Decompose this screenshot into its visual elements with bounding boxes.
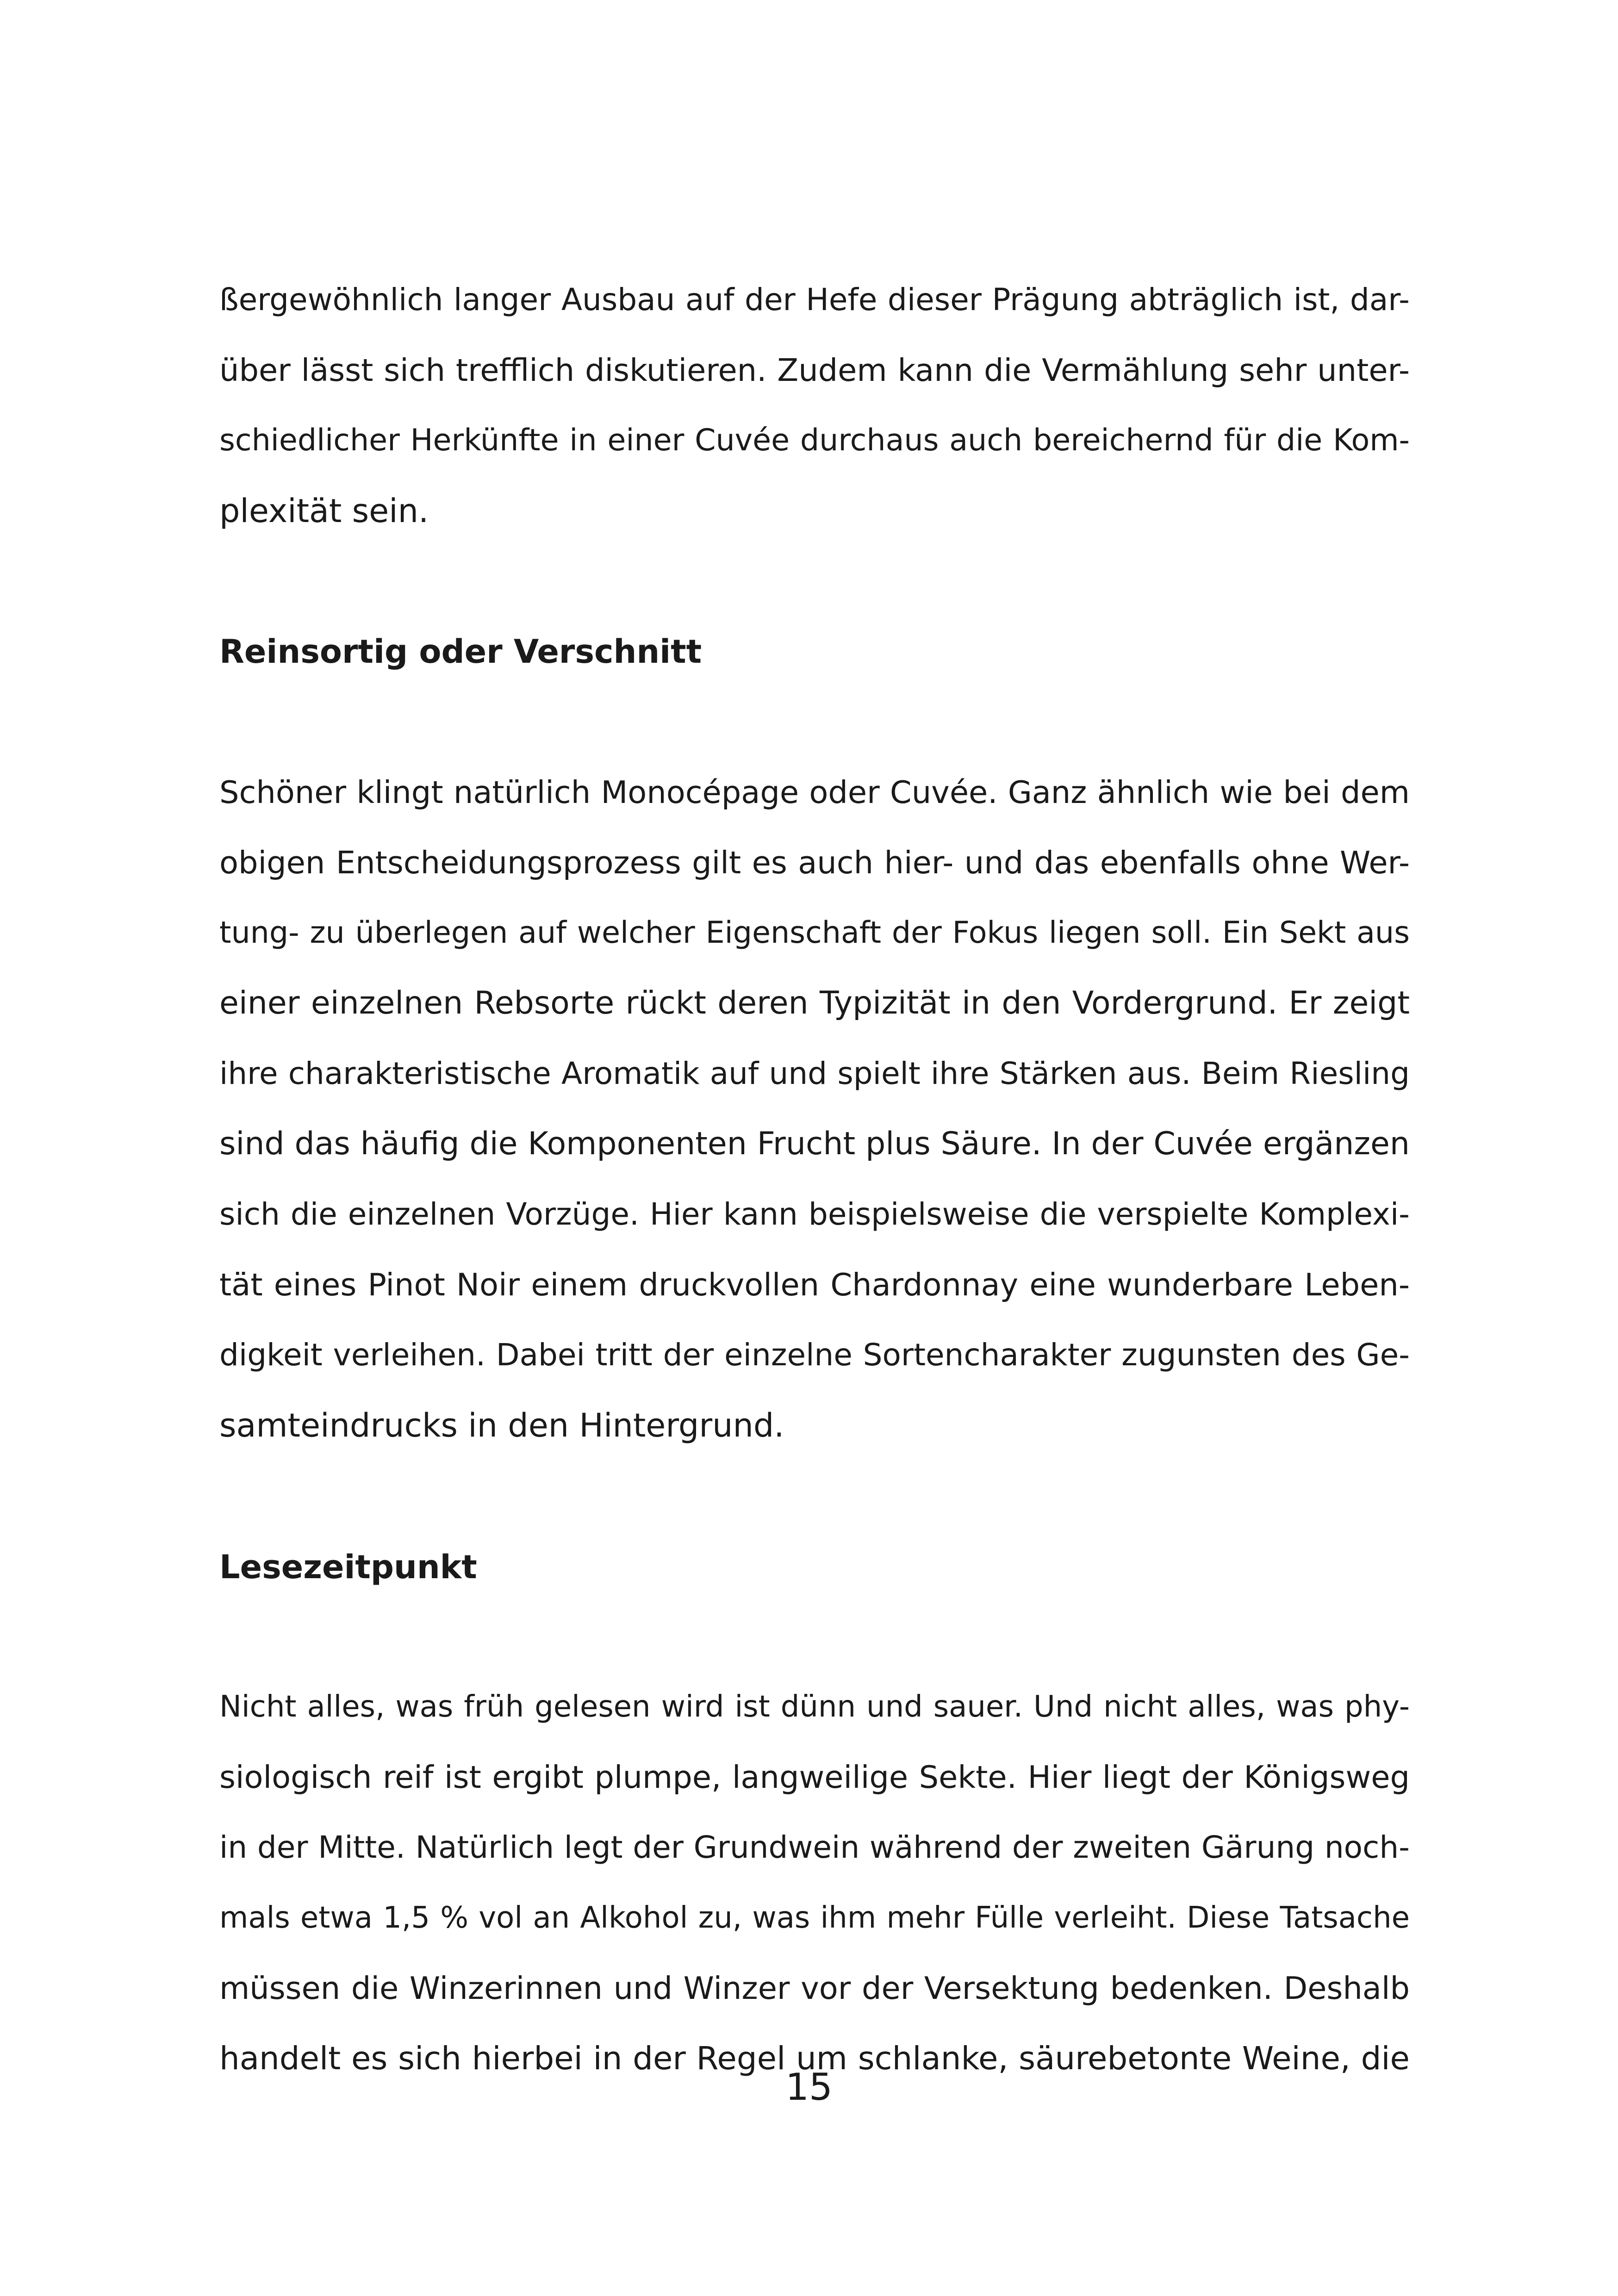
section-heading: Reinsortig oder Verschnitt bbox=[219, 633, 702, 671]
text-line: sich die einzelnen Vorzüge. Hier kann beispielsweise die verspielte Komplexi- bbox=[219, 1196, 1410, 1232]
paragraph bbox=[219, 265, 1410, 546]
paragraph bbox=[219, 757, 1410, 1461]
text-line: müssen die Winzerinnen und Winzer vor der Versektung bedenken. Deshalb bbox=[219, 1970, 1410, 2006]
paragraph-spacer bbox=[219, 687, 1410, 757]
text-line: handelt es sich hierbei in der Regel um schlanke, säurebetonte Weine, die bbox=[219, 2040, 1410, 2077]
text-column bbox=[219, 265, 1410, 2094]
paragraph bbox=[219, 1672, 1410, 2094]
text-line: tung- zu überlegen auf welcher Eigenschaft der Fokus liegen soll. Ein Sekt aus bbox=[219, 915, 1410, 950]
text-line: samteindrucks in den Hintergrund. bbox=[219, 1406, 784, 1444]
text-line: in der Mitte. Natürlich legt der Grundwein während der zweiten Gärung noch- bbox=[219, 1829, 1410, 1865]
text-line: schiedlicher Herkünfte in einer Cuvée durchaus auch bereichernd für die Kom- bbox=[219, 423, 1410, 458]
text-line: digkeit verleihen. Dabei tritt der einzelne Sortencharakter zugunsten des Ge- bbox=[219, 1337, 1410, 1373]
text-line: einer einzelnen Rebsorte rückt deren Typizität in den Vordergrund. Er zeigt bbox=[219, 985, 1410, 1021]
page-number: 15 bbox=[785, 2066, 833, 2109]
paragraph-spacer bbox=[219, 1461, 1410, 1532]
text-line: Nicht alles, was früh gelesen wird ist dünn und sauer. Und nicht alles, was phy- bbox=[219, 1690, 1410, 1724]
text-line: mals etwa 1,5 % vol an Alkohol zu, was ihm mehr Fülle verleiht. Diese Tatsache bbox=[219, 1901, 1410, 1935]
text-line: obigen Entscheidungsprozess gilt es auch hier- und das ebenfalls ohne Wer- bbox=[219, 845, 1410, 881]
text-line: über lässt sich trefflich diskutieren. Zudem kann die Vermählung sehr unter- bbox=[219, 352, 1410, 388]
text-line: siologisch reif ist ergibt plumpe, langweilige Sekte. Hier liegt der Königsweg bbox=[219, 1759, 1410, 1795]
text-line: plexität sein. bbox=[219, 492, 429, 530]
section-heading: Lesezeitpunkt bbox=[219, 1548, 477, 1586]
text-line: Schöner klingt natürlich Monocépage oder Cuvée. Ganz ähnlich wie bei dem bbox=[219, 774, 1410, 810]
paragraph-spacer bbox=[219, 1602, 1410, 1672]
text-line: ihre charakteristische Aromatik auf und spielt ihre Stärken aus. Beim Riesling bbox=[219, 1056, 1410, 1091]
text-line: sind das häufig die Komponenten Frucht plus Säure. In der Cuvée ergänzen bbox=[219, 1126, 1410, 1162]
paragraph-spacer bbox=[219, 546, 1410, 616]
text-line: tät eines Pinot Noir einem druckvollen Chardonnay eine wunderbare Leben- bbox=[219, 1267, 1410, 1303]
text-line: ßergewöhnlich langer Ausbau auf der Hefe dieser Prägung abträglich ist, dar- bbox=[219, 282, 1410, 317]
